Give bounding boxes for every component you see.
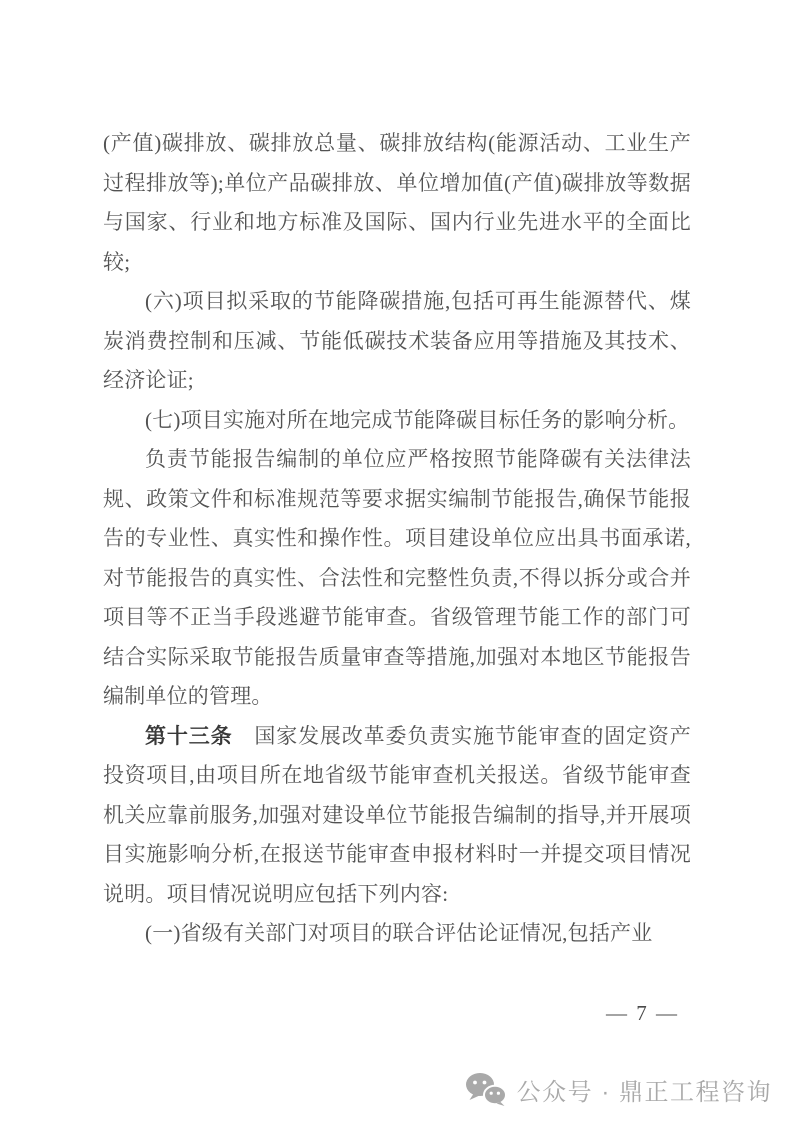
paragraph: (六)项目拟采取的节能降碳措施,包括可再生能源替代、煤炭消费控制和压减、节能低碳技术装备应用等措施及其技术、经济论证;	[103, 289, 691, 392]
document-body	[103, 124, 691, 954]
paragraph: (产值)碳排放、碳排放总量、碳排放结构(能源活动、工业生产过程排放等);单位产品碳排放、单位增加值(产值)碳排放等数据与国家、行业和地方标准及国际、国内行业先进水平的全面比较;	[103, 131, 691, 274]
article-number: 第十三条	[145, 723, 233, 748]
page-number: — 7 —	[606, 1001, 679, 1025]
paragraph: (一)省级有关部门对项目的联合评估论证情况,包括产业	[145, 921, 653, 945]
wechat-icon	[465, 1072, 507, 1106]
paragraph: 第十三条 国家发展改革委负责实施节能审查的固定资产投资项目,由项目所在地省级节能审查机关报送。省级节能审查机关应靠前服务,加强对建设单位节能报告编制的指导,并开展项目实施影响分析,在报送节能审查申报材料时一并提交项目情况说明。项目情况说明应包括下列内容:	[103, 723, 691, 906]
paragraph: 负责节能报告编制的单位应严格按照节能降碳有关法律法规、政策文件和标准规范等要求据实编制节能报告,确保节能报告的专业性、真实性和操作性。项目建设单位应出具书面承诺,对节能报告的真实性、合法性和完整性负责,不得以拆分或合并项目等不正当手段逃避节能审查。省级管理节能工作的部门可结合实际采取节能报告质量审查等措施,加强对本地区节能报告编制单位的管理。	[103, 447, 691, 708]
paragraph: (七)项目实施对所在地完成节能降碳目标任务的影响分析。	[145, 407, 690, 432]
footer-label: 公众号 · 鼎正工程咨询	[516, 1078, 772, 1106]
footer-watermark	[465, 1071, 772, 1107]
